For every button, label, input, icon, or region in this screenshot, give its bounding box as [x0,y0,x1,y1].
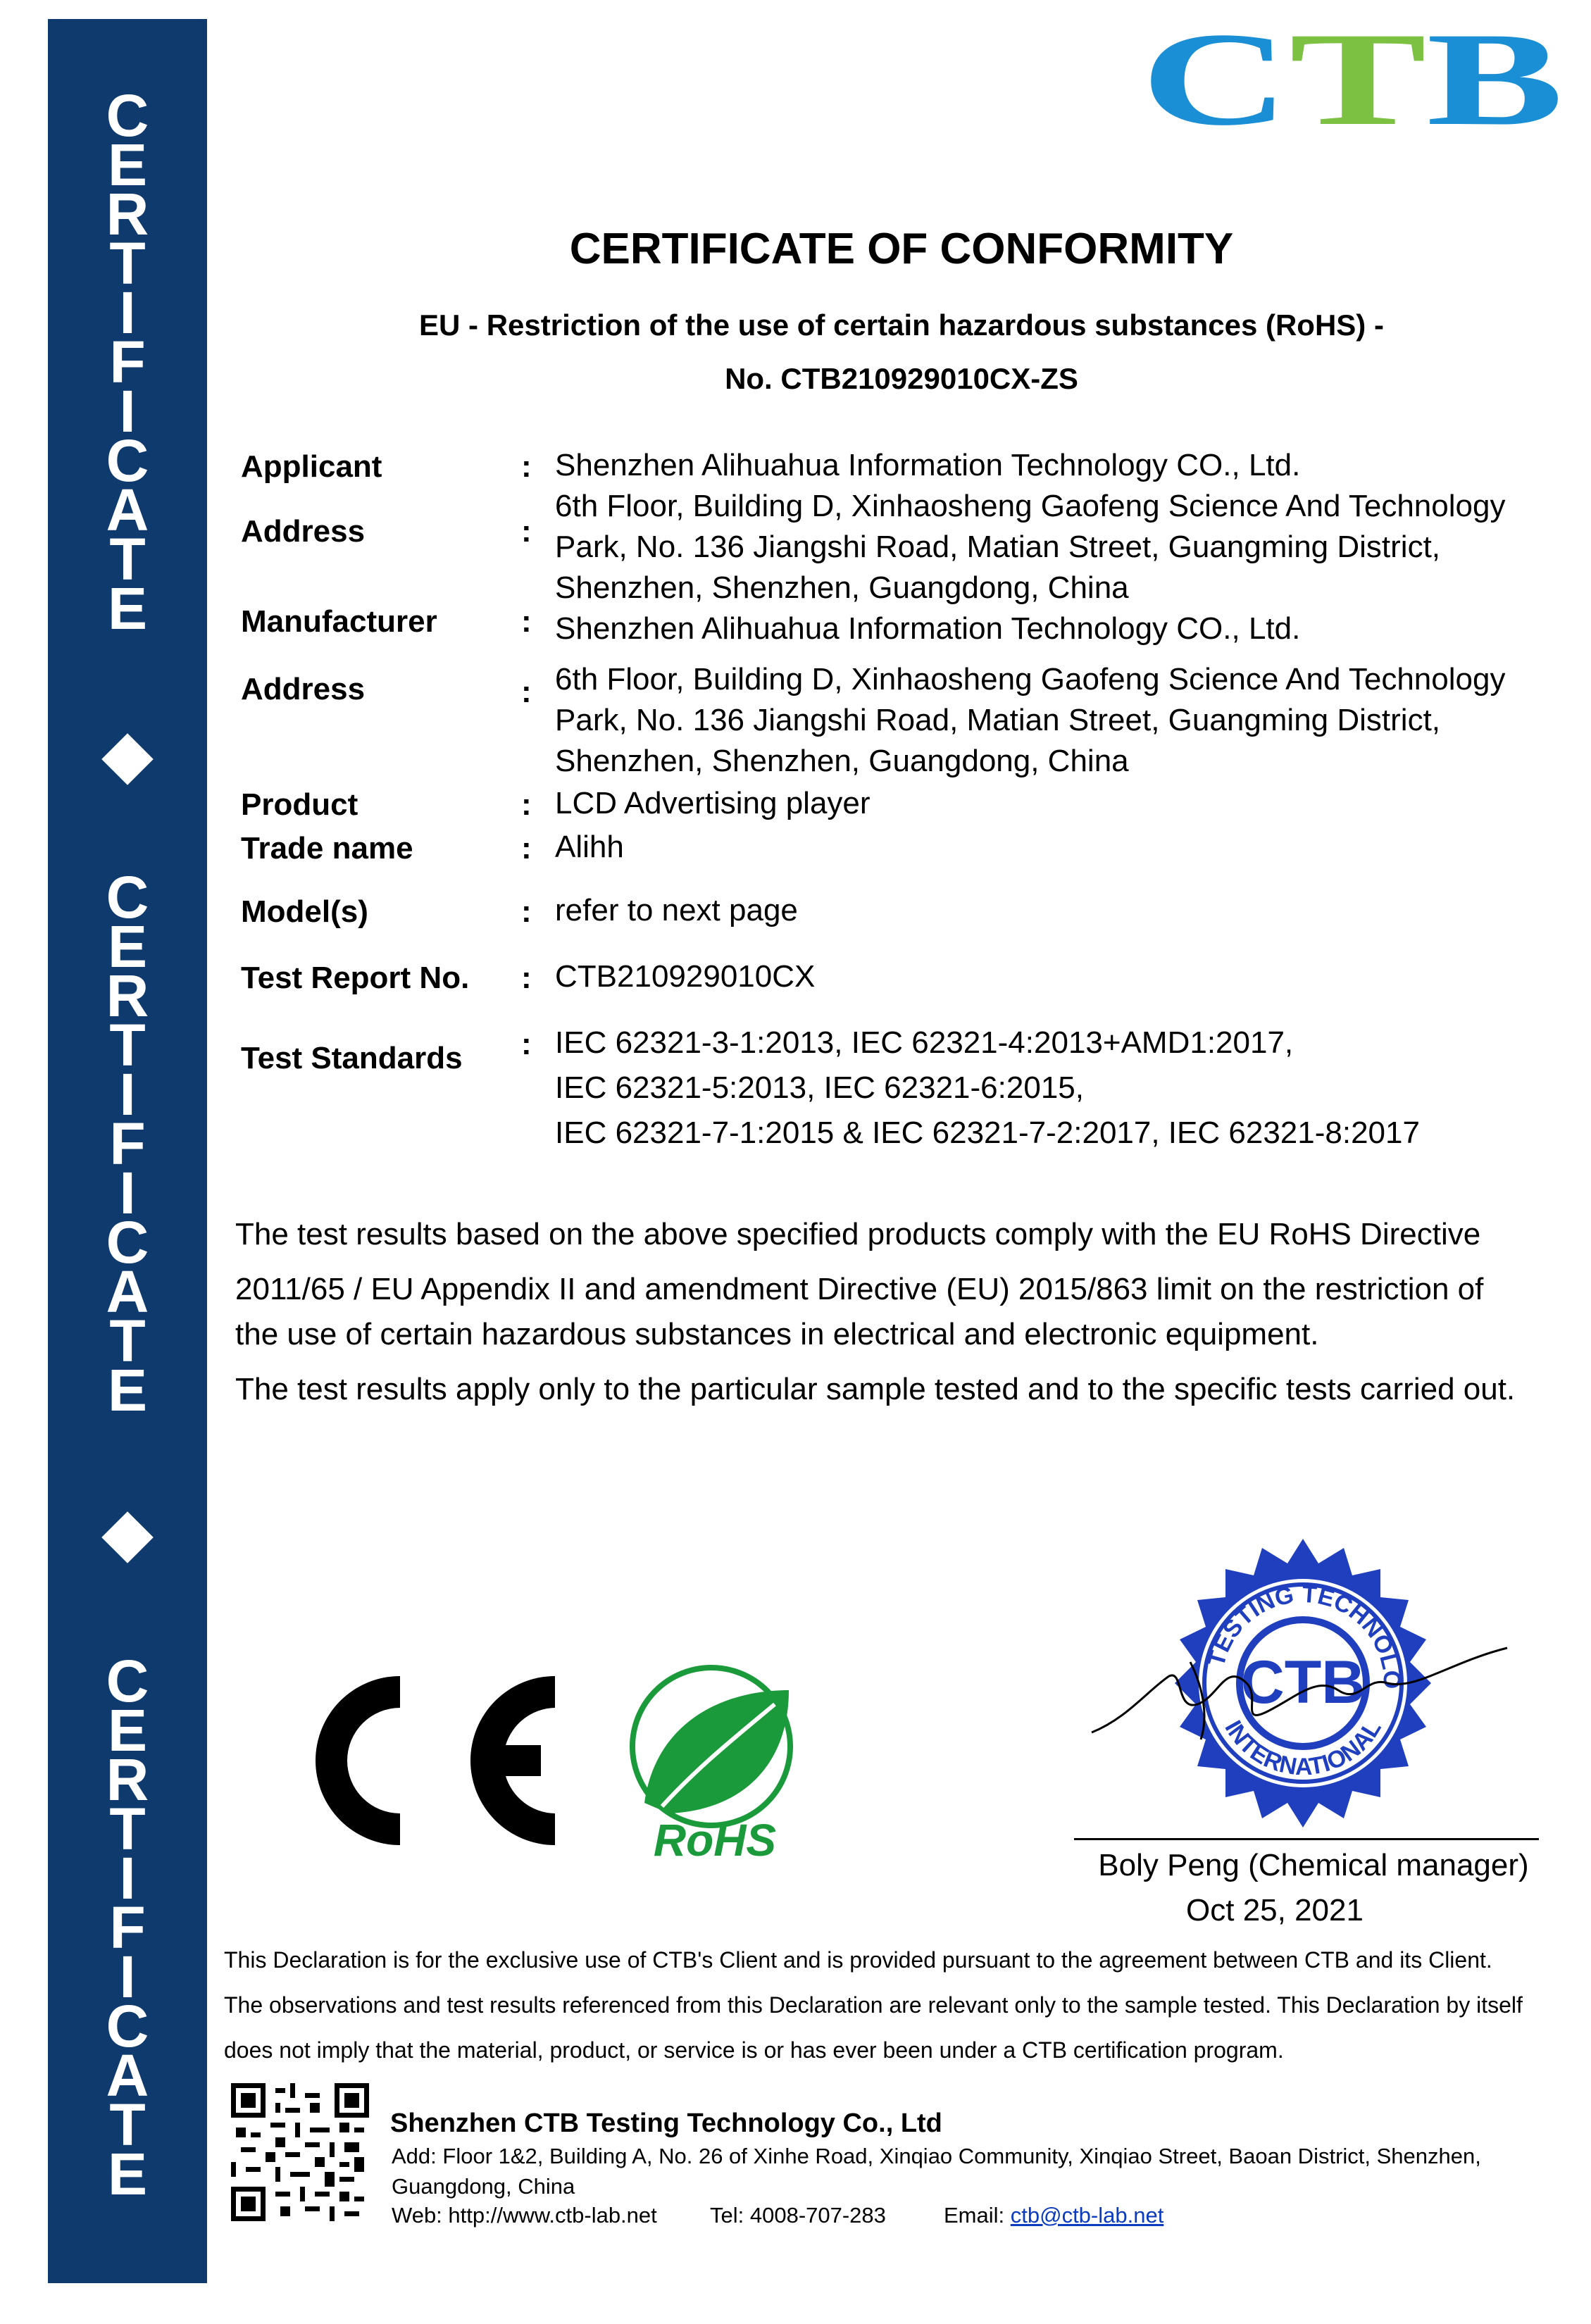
banner-letter: T [109,1308,146,1374]
applicant-address-label: Address [241,514,366,549]
models-value: refer to next page [555,893,798,927]
standards-label: Test Standards [241,1041,463,1075]
banner-letter: E [107,1357,148,1423]
banner-letter: C [106,427,149,494]
banner-word-1 [82,82,173,642]
colon: : [521,449,532,484]
colon: : [521,604,532,639]
ce-mark [294,1655,576,1866]
banner-letter: I [119,280,136,346]
signature-date: Oct 25, 2021 [1186,1893,1364,1928]
banner-letter: I [119,378,136,444]
manufacturer-address-line: Park, No. 136 Jiangshi Road, Matian Street, Guangming District, [555,703,1441,737]
telephone: Tel: 4008-707-283 [710,2203,886,2228]
website-link[interactable]: Web: http://www.ctb-lab.net [392,2203,657,2228]
applicant-address-line: 6th Floor, Building D, Xinhaosheng Gaofeng Science And Technology [555,489,1506,523]
declaration-line: does not imply that the material, product, or service is or has ever been under a CTB certification program. [224,2037,1284,2063]
seal-ring-top: TESTING TECHNOLO [1202,1580,1406,1689]
banner-letter: E [107,132,148,198]
banner-letter: R [106,963,149,1029]
banner-letter: E [107,2141,148,2207]
signature [1085,1634,1521,1747]
banner-letter: E [107,1697,148,1763]
rohs-mark [613,1662,817,1866]
banner-letter: F [109,1894,146,1961]
colon: : [521,961,532,995]
company-address: Guangdong, China [392,2174,575,2199]
manufacturer-address-label: Address [241,672,366,706]
applicant-value: Shenzhen Alihuahua Information Technology CO., Ltd. [555,448,1301,482]
banner-word-3 [82,1648,173,2207]
email-link[interactable]: ctb@ctb-lab.net [1010,2203,1164,2228]
page-title: CERTIFICATE OF CONFORMITY [569,225,1234,273]
banner-diamond-2 [101,1511,154,1563]
banner-letter: I [119,1845,136,1911]
standards-line: IEC 62321-7-1:2015 & IEC 62321-7-2:2017, IEC 62321-8:2017 [555,1116,1420,1150]
applicant-address-line: Park, No. 136 Jiangshi Road, Matian Street, Guangming District, [555,530,1441,564]
banner-letter: T [109,1796,146,1862]
manufacturer-label: Manufacturer [241,604,437,639]
manufacturer-address-line: Shenzhen, Shenzhen, Guangdong, China [555,744,1129,778]
standards-line: IEC 62321-5:2013, IEC 62321-6:2015, [555,1070,1084,1105]
declaration-line: The observations and test results referenced from this Declaration are relevant only to the sample tested. This Declaration by itself [224,1992,1523,2018]
signatory-name: Boly Peng (Chemical manager) [1098,1848,1529,1882]
report-no-value: CTB210929010CX [555,959,816,994]
email-row [944,2203,1163,2228]
manufacturer-value: Shenzhen Alihuahua Information Technology CO., Ltd. [555,611,1301,646]
banner-letter: C [106,864,149,930]
banner-letter: A [106,2042,149,2109]
banner-letter: C [106,1209,149,1275]
banner-letter: C [106,1993,149,2059]
banner-letter: T [109,2092,146,2158]
banner-letter: C [106,1648,149,1714]
banner-letter: R [106,1747,149,1813]
banner-letter: C [106,82,149,149]
statement-scope: The test results apply only to the particular sample tested and to the specific tests carried out. [235,1372,1516,1406]
applicant-address-line: Shenzhen, Shenzhen, Guangdong, China [555,570,1129,605]
company-address: Add: Floor 1&2, Building A, No. 26 of Xinhe Road, Xinqiao Community, Xinqiao Street, Baoan District, Shenzhen, [392,2144,1481,2168]
banner-letter: T [109,1012,146,1078]
banner-letter: I [119,1061,136,1127]
statement-line: the use of certain hazardous substances in electrical and electronic equipment. [235,1317,1319,1351]
seal-center: CTB [1240,1649,1366,1716]
banner-letter: F [109,1111,146,1177]
statement-line: 2011/65 / EU Appendix II and amendment Directive (EU) 2015/863 limit on the restriction of [235,1272,1484,1306]
statement-line: The test results based on the above specified products comply with the EU RoHS Directive [235,1217,1481,1251]
declaration-line: This Declaration is for the exclusive use of CTB's Client and is provided pursuant to the agreement between CTB and its Client. [224,1947,1492,1973]
ctb-logo [1141,27,1571,132]
banner-letter: A [106,1258,149,1325]
applicant-label: Applicant [241,449,382,484]
manufacturer-address-line: 6th Floor, Building D, Xinhaosheng Gaofeng Science And Technology [555,662,1506,696]
certificate-subtitle: EU - Restriction of the use of certain hazardous substances (RoHS) - [419,308,1384,342]
company-name: Shenzhen CTB Testing Technology Co., Ltd [390,2109,942,2138]
banner-letter: I [119,1944,136,2010]
colon: : [521,894,532,929]
colon: : [521,787,532,822]
banner-letter: E [107,575,148,642]
standards-line: IEC 62321-3-1:2013, IEC 62321-4:2013+AMD1:2017, [555,1025,1294,1060]
email-label: Email: [944,2203,1011,2228]
seal-ring-bottom: INTERNATIONAL [1219,1716,1387,1781]
certificate-number: No. CTB210929010CX-ZS [725,362,1078,395]
banner-word-2 [82,864,173,1423]
banner-letter: T [109,526,146,592]
trade-name-value: Alihh [555,830,624,864]
product-value: LCD Advertising player [555,786,871,820]
trade-name-label: Trade name [241,831,413,866]
side-banner [48,19,207,2283]
colon: : [521,831,532,866]
banner-letter: I [119,1160,136,1226]
banner-letter: E [107,913,148,980]
qr-code [231,2083,369,2221]
banner-letter: T [109,230,146,296]
colon: : [521,1027,532,1061]
colon: : [521,514,532,549]
banner-diamond-1 [101,733,154,785]
logo-text: C T B [1141,27,1516,132]
product-label: Product [241,787,358,822]
report-no-label: Test Report No. [241,961,470,995]
colon: : [521,675,532,709]
rohs-text: RoHS [653,1815,777,1866]
models-label: Model(s) [241,894,368,929]
banner-letter: A [106,477,149,543]
banner-letter: F [109,329,146,395]
banner-letter: R [106,181,149,247]
signature-line [1074,1838,1539,1840]
